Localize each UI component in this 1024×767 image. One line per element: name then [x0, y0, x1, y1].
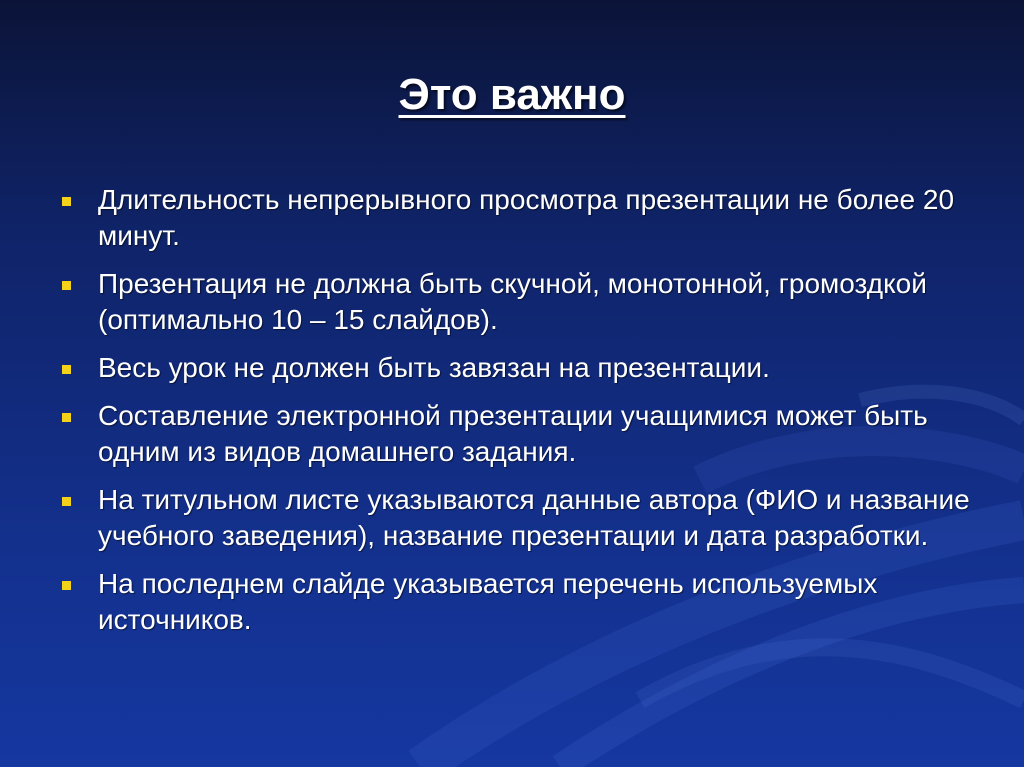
bullet-item: [60, 350, 980, 386]
bullet-text: Весь урок не должен быть завязан на презентации.: [98, 352, 770, 383]
bullet-item: [60, 182, 980, 254]
square-bullet-icon: [62, 365, 71, 374]
bullet-text: Длительность непрерывного просмотра презентации не более 20 минут.: [98, 184, 955, 251]
bullet-item: [60, 266, 980, 338]
bullet-list: [60, 182, 980, 650]
bullet-text: На титульном листе указываются данные автора (ФИО и название учебного заведения), название презентации и дата разработки.: [98, 484, 970, 551]
slide-title: Это важно: [398, 70, 626, 119]
bullet-item: [60, 566, 980, 638]
square-bullet-icon: [62, 413, 71, 422]
square-bullet-icon: [62, 497, 71, 506]
bullet-text: Составление электронной презентации учащимися может быть одним из видов домашнего задания.: [98, 400, 928, 467]
bullet-item: [60, 482, 980, 554]
bullet-text: Презентация не должна быть скучной, монотонной, громоздкой (оптимально 10 – 15 слайдов).: [98, 268, 927, 335]
square-bullet-icon: [62, 581, 71, 590]
square-bullet-icon: [62, 281, 71, 290]
bullet-item: [60, 398, 980, 470]
square-bullet-icon: [62, 197, 71, 206]
bullet-text: На последнем слайде указывается перечень используемых источников.: [98, 568, 878, 635]
